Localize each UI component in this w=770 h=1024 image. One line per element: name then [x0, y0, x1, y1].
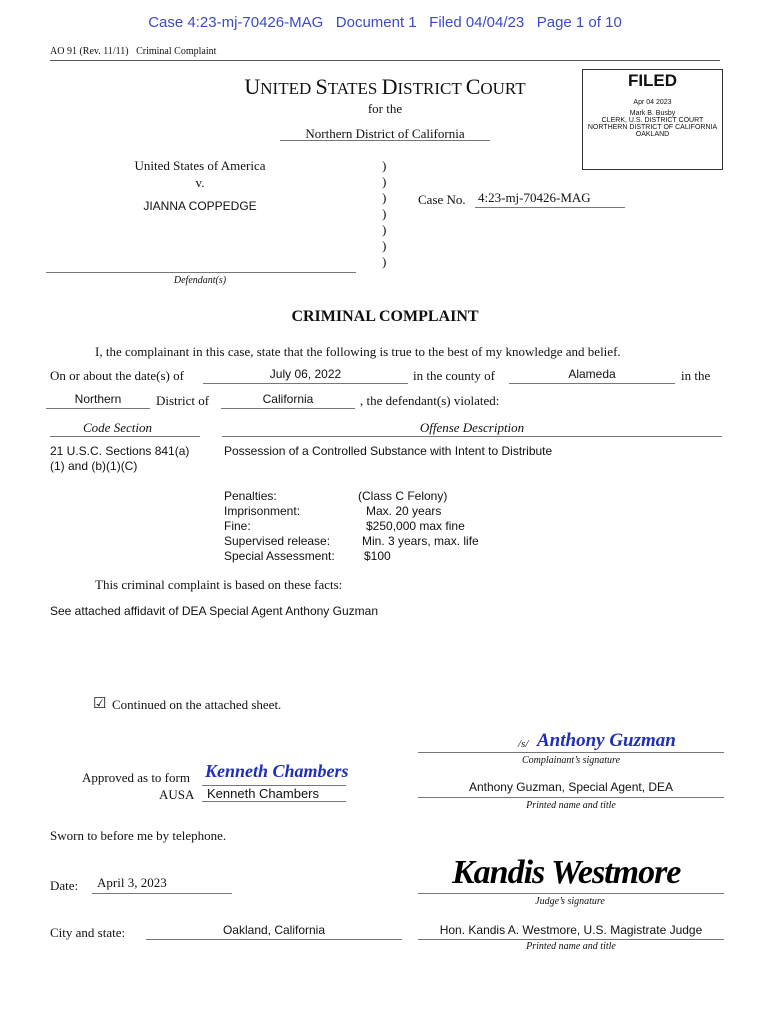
code-section-1: 21 U.S.C. Sections 841(a)	[50, 444, 190, 458]
approved-signature: Kenneth Chambers	[205, 761, 349, 781]
complaint-intro: I, the complainant in this case, state that the following is true to the best of my knowledge and belief.	[95, 344, 621, 359]
defendant-label: Defendant(s)	[173, 275, 227, 286]
city-state: Oakland, California	[222, 923, 326, 937]
filed-date: Apr 04 2023	[633, 99, 672, 106]
case-number-rule	[475, 207, 625, 208]
signed-date: April 3, 2023	[97, 875, 167, 890]
case-no-label: Case No.	[418, 192, 466, 207]
filed-city: OAKLAND	[635, 131, 670, 138]
penalty-value: Max. 20 years	[366, 504, 442, 518]
penalty-value: Min. 3 years, max. life	[362, 534, 479, 548]
penalty-value: $100	[364, 549, 391, 563]
offense-description: Possession of a Controlled Substance with Intent to Distribute	[224, 444, 553, 458]
complainant-signature: Anthony Guzman	[537, 730, 676, 751]
sworn-text: Sworn to before me by telephone.	[50, 828, 227, 843]
offense-date: July 06, 2022	[269, 367, 342, 381]
form-id: AO 91 (Rev. 11/11) Criminal Complaint	[50, 46, 217, 57]
judge-printed-label: Printed name and title	[526, 941, 616, 952]
court-title: UNITED STATES DISTRICT COURT	[244, 74, 526, 99]
filed-title: FILED	[627, 71, 678, 90]
case-number: 4:23-mj-70426-MAG	[478, 190, 591, 205]
continued-label: Continued on the attached sheet.	[112, 697, 282, 712]
filed-stamp	[582, 69, 723, 170]
continued-checkbox[interactable]: ☑	[93, 696, 107, 712]
penalty-values	[358, 489, 479, 564]
complaint-heading: CRIMINAL COMPLAINT	[291, 308, 479, 325]
county: Alameda	[568, 367, 616, 381]
code-section-2: (1) and (b)(1)(C)	[50, 459, 138, 473]
filed-district: NORTHERN DISTRICT OF CALIFORNIA	[587, 124, 718, 131]
penalty-labels	[224, 489, 335, 564]
ausa-name: Kenneth Chambers	[207, 786, 320, 801]
facts-text: See attached affidavit of DEA Special Agent Anthony Guzman	[50, 604, 378, 618]
sig-prefix: /s/	[518, 738, 529, 750]
for-the: for the	[367, 101, 403, 116]
district-direction: Northern	[74, 392, 122, 406]
in-the-label: in the	[681, 368, 711, 383]
judge-sig-label: Judge’s signature	[535, 896, 605, 907]
offense-header: Offense Description	[419, 420, 525, 435]
district-direction-rule	[46, 408, 150, 409]
filed-clerk: Mark B. Busby	[629, 110, 676, 117]
district-of-label: District of	[156, 393, 210, 408]
defendant-name: JIANNA COPPEDGE	[143, 199, 257, 213]
judge-sig-rule	[418, 893, 724, 894]
penalty-value: (Class C Felony)	[358, 489, 448, 503]
penalty-label: Fine:	[224, 519, 251, 533]
on-or-about-label: On or about the date(s) of	[50, 368, 184, 383]
state: California	[262, 392, 314, 406]
complainant-sig-label: Complainant’s signature	[521, 755, 621, 766]
state-rule	[221, 408, 355, 409]
complainant-printed-rule	[418, 797, 724, 798]
violated-label: , the defendant(s) violated:	[360, 393, 500, 408]
penalty-label: Special Assessment:	[224, 549, 335, 563]
complainant-sig-rule	[418, 752, 724, 753]
ausa-rule	[202, 801, 346, 802]
signed-date-rule	[92, 893, 232, 894]
filed-clerk-title: CLERK, U.S. DISTRICT COURT	[601, 117, 704, 124]
header-rule	[50, 60, 720, 61]
approved-label: Approved as to form	[82, 770, 190, 785]
offense-rule	[222, 436, 722, 437]
city-state-label: City and state:	[50, 925, 126, 940]
code-section-header: Code Section	[83, 420, 152, 435]
judge-printed-rule	[418, 939, 724, 940]
in-county-label: in the county of	[413, 368, 495, 383]
code-section-rule	[50, 436, 200, 437]
judge-printed-name: Hon. Kandis A. Westmore, U.S. Magistrate Judge	[439, 923, 703, 937]
penalty-label: Supervised release:	[224, 534, 331, 548]
penalty-value: $250,000 max fine	[366, 519, 465, 533]
date-label: Date:	[50, 878, 79, 893]
penalty-label: Imprisonment:	[224, 504, 301, 518]
versus: v.	[195, 175, 205, 190]
ausa-label: AUSA	[159, 787, 195, 802]
complainant-printed-name: Anthony Guzman, Special Agent, DEA	[468, 780, 674, 794]
plaintiff: United States of America	[134, 158, 266, 173]
complainant-printed-label: Printed name and title	[526, 800, 616, 811]
court-district: Northern District of California	[305, 126, 465, 141]
defendant-rule	[46, 272, 356, 273]
county-rule	[509, 383, 675, 384]
judge-signature: Kandis Westmore	[452, 854, 681, 891]
caption-parens: ) ) ) ) ) ) )	[382, 158, 387, 269]
ecf-header: Case 4:23-mj-70426-MAG Document 1 Filed 04/04/23 Page 1 of 10	[148, 14, 622, 31]
penalty-label: Penalties:	[224, 489, 277, 503]
city-state-rule	[146, 939, 402, 940]
date-rule	[203, 383, 408, 384]
facts-intro: This criminal complaint is based on these facts:	[95, 577, 343, 592]
